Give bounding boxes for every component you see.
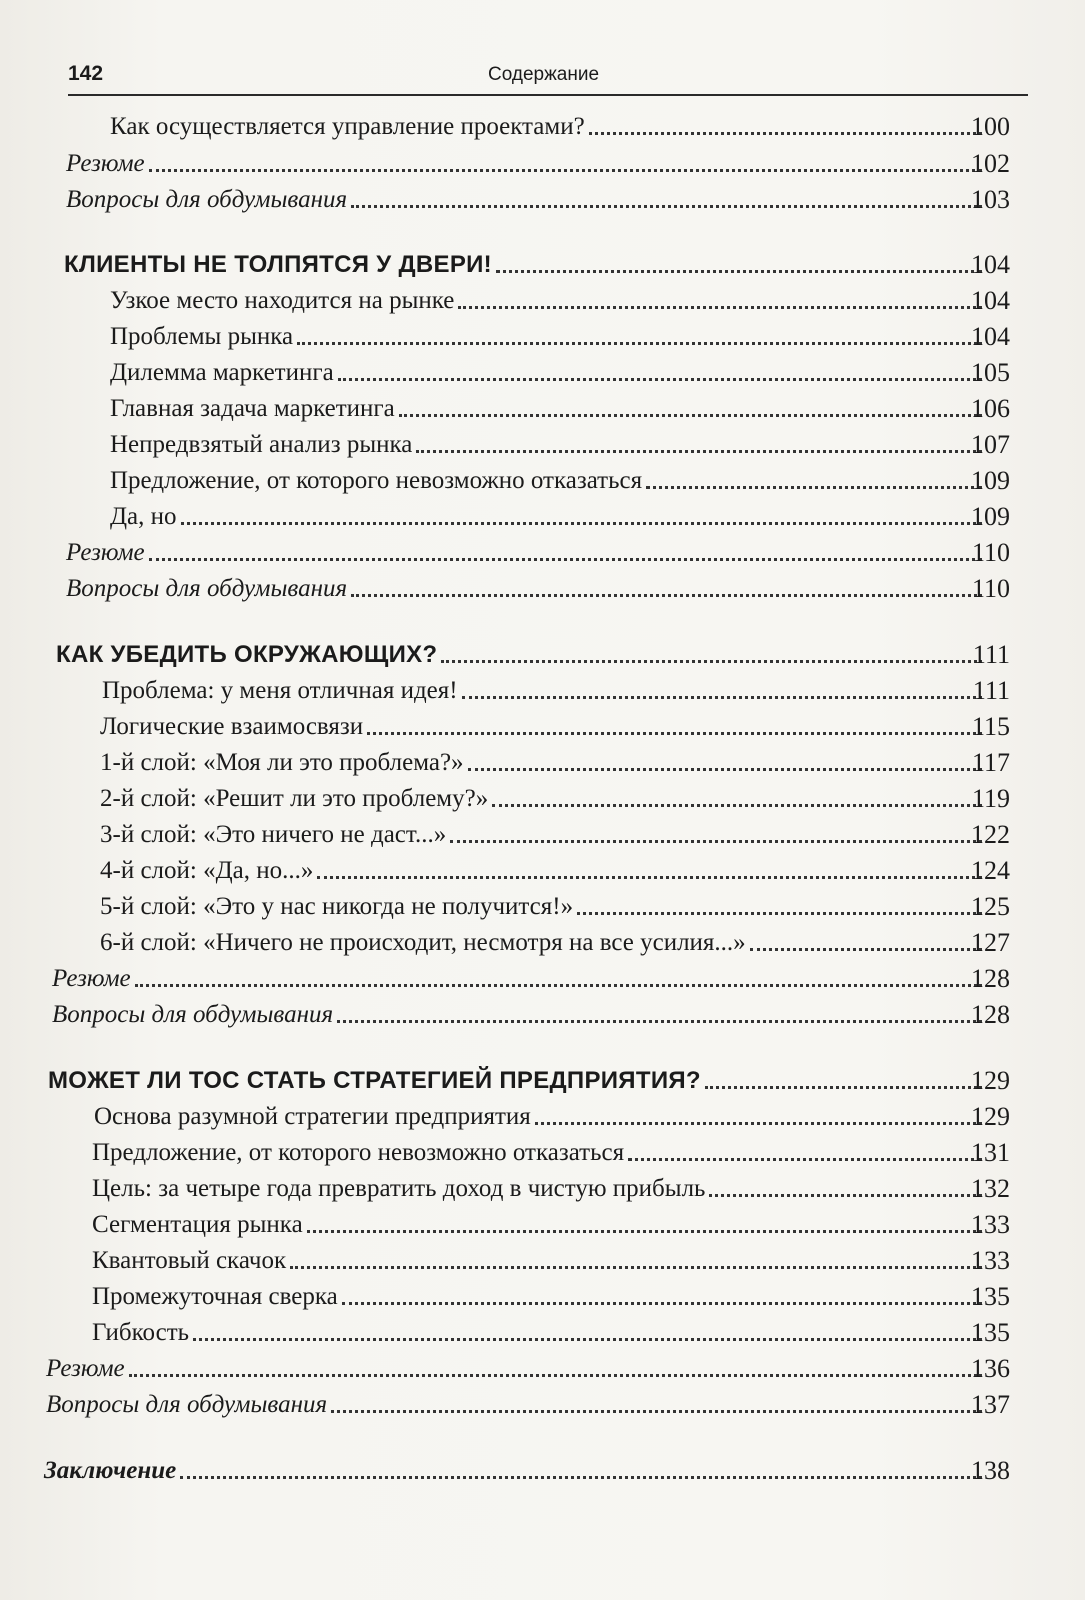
toc-entry-title: Проблемы рынка (110, 323, 294, 350)
toc-entry (92, 1134, 1010, 1168)
toc-entry (110, 462, 1010, 496)
toc-entry-title: Гибкость (92, 1319, 190, 1346)
toc-entry (100, 780, 1010, 814)
toc-entry-title: Да, но (110, 503, 177, 530)
toc-entry-page: 125 (971, 892, 1010, 921)
toc-entry-title: Резюме (66, 539, 145, 566)
toc-entry (92, 1314, 1010, 1348)
toc-entry-title: Резюме (46, 1355, 125, 1382)
toc-entry-page: 128 (971, 964, 1010, 993)
dot-leader (351, 205, 982, 208)
toc-entry-page: 129 (971, 1102, 1010, 1131)
toc-entry-title: КАК УБЕДИТЬ ОКРУЖАЮЩИХ? (56, 641, 438, 668)
dot-leader (399, 414, 982, 417)
toc-entry-title: Основа разумной стратегии предприятия (94, 1103, 531, 1130)
toc-entry-title: Главная задача маркетинга (110, 395, 395, 422)
toc-entry-title: Сегментация рынка (92, 1211, 303, 1238)
toc-entry-page: 127 (971, 928, 1010, 957)
toc-entry (66, 534, 1010, 568)
dot-leader (468, 768, 982, 771)
dot-leader (290, 1266, 982, 1269)
toc-entry (46, 1350, 1010, 1384)
toc-entry-title: Предложение, от которого невозможно отказаться (92, 1139, 625, 1166)
toc-entry-title: 4-й слой: «Да, но...» (100, 857, 314, 884)
dot-leader (342, 1302, 982, 1305)
dot-leader (135, 984, 982, 987)
dot-leader (180, 1476, 982, 1479)
dot-leader (496, 270, 982, 273)
toc-entry (102, 672, 1010, 706)
dot-leader (441, 660, 982, 663)
toc-entry-page: 132 (971, 1174, 1010, 1203)
dot-leader (307, 1230, 982, 1233)
toc-entry-page: 107 (971, 430, 1010, 459)
dot-leader (331, 1410, 982, 1413)
toc-entry-title: Промежуточная сверка (92, 1283, 338, 1310)
toc-entry-page: 138 (971, 1456, 1010, 1485)
dot-leader (462, 696, 982, 699)
toc-entry-page: 131 (971, 1138, 1010, 1167)
toc-entry (100, 744, 1010, 778)
toc-entry-title: Проблема: у меня отличная идея! (102, 677, 458, 704)
dot-leader (181, 522, 982, 525)
toc-entry-title: Цель: за четыре года превратить доход в чистую прибыль (92, 1175, 706, 1202)
toc-entry-title: 5-й слой: «Это у нас никогда не получится!» (100, 893, 574, 920)
dot-leader (458, 306, 982, 309)
toc-entry (110, 108, 1010, 142)
dot-leader (646, 486, 982, 489)
dot-leader (589, 132, 982, 135)
toc-entry (66, 570, 1010, 604)
dot-leader (337, 1020, 982, 1023)
toc-entry-page: 135 (971, 1318, 1010, 1347)
toc-entry-title: Вопросы для обдумывания (46, 1391, 328, 1418)
toc-entry-title: Узкое место находится на рынке (110, 287, 455, 314)
toc-entry-page: 136 (971, 1354, 1010, 1383)
toc-entry-page: 102 (971, 149, 1010, 178)
toc-entry-page: 100 (971, 112, 1010, 141)
dot-leader (492, 804, 982, 807)
toc-entry (66, 145, 1010, 179)
toc-entry-title: КЛИЕНТЫ НЕ ТОЛПЯТСЯ У ДВЕРИ! (64, 251, 492, 278)
dot-leader (450, 840, 982, 843)
dot-leader (416, 450, 982, 453)
toc-entry-page: 122 (971, 820, 1010, 849)
toc-entry-title: 3-й слой: «Это ничего не даст...» (100, 821, 447, 848)
toc-entry-page: 129 (971, 1066, 1010, 1095)
dot-leader (338, 378, 982, 381)
toc-entry-page: 111 (972, 640, 1010, 669)
toc-entry-title: МОЖЕТ ЛИ ТОС СТАТЬ СТРАТЕГИЕЙ ПРЕДПРИЯТИЯ? (48, 1067, 701, 1094)
toc-entry (52, 996, 1010, 1030)
page-number: 142 (68, 62, 104, 85)
toc-entry-title: Заключение (44, 1457, 177, 1484)
toc-entry-page: 119 (971, 784, 1010, 813)
toc-entry-page: 110 (971, 574, 1010, 603)
toc-entry-page: 109 (971, 466, 1010, 495)
toc-entry-title: Вопросы для обдумывания (52, 1001, 334, 1028)
toc-entry-title: Дилемма маркетинга (110, 359, 334, 386)
dot-leader (705, 1086, 982, 1089)
toc-entry-page: 110 (971, 538, 1010, 567)
toc-entry-page: 104 (971, 322, 1010, 351)
toc-entry-page: 137 (971, 1390, 1010, 1419)
dot-leader (750, 948, 982, 951)
toc-entry-title: 1-й слой: «Моя ли это проблема?» (100, 749, 464, 776)
dot-leader (709, 1194, 982, 1197)
toc-entry-page: 111 (972, 676, 1010, 705)
dot-leader (149, 558, 982, 561)
dot-leader (149, 169, 982, 172)
toc-entry-title: Вопросы для обдумывания (66, 575, 348, 602)
running-title: Содержание (488, 64, 600, 85)
toc-entry-title: Квантовый скачок (92, 1247, 287, 1274)
toc-entry (110, 426, 1010, 460)
toc-entry-page: 133 (971, 1210, 1010, 1239)
toc-entry-title: Непредвзятый анализ рынка (110, 431, 413, 458)
toc-entry-page: 115 (971, 712, 1010, 741)
toc-entry (110, 354, 1010, 388)
dot-leader (297, 342, 982, 345)
toc-entry (92, 1242, 1010, 1276)
toc-entry (52, 960, 1010, 994)
toc-entry-page: 133 (971, 1246, 1010, 1275)
dot-leader (351, 594, 982, 597)
toc-entry (100, 852, 1010, 886)
toc-entry-title: Логические взаимосвязи (100, 713, 364, 740)
toc-entry (44, 1452, 1010, 1486)
dot-leader (367, 732, 982, 735)
toc-entry-page: 128 (971, 1000, 1010, 1029)
toc-entry-page: 109 (971, 502, 1010, 531)
toc-entry-title: Предложение, от которого невозможно отказаться (110, 467, 643, 494)
toc-entry-title: Резюме (66, 150, 145, 177)
toc-entry (110, 498, 1010, 532)
toc-entry-page: 117 (971, 748, 1010, 777)
toc-entry (100, 924, 1010, 958)
dot-leader (193, 1338, 982, 1341)
toc-entry (92, 1170, 1010, 1204)
toc-entry (110, 390, 1010, 424)
toc-entry (92, 1206, 1010, 1240)
toc-entry-page: 104 (971, 250, 1010, 279)
toc-entry (110, 282, 1010, 316)
toc-entry-title: 6-й слой: «Ничего не происходит, несмотря на все усилия...» (100, 929, 746, 956)
toc-entry (46, 1386, 1010, 1420)
dot-leader (317, 876, 982, 879)
toc-entry-page: 106 (971, 394, 1010, 423)
toc-entry-page: 124 (971, 856, 1010, 885)
toc-entry (56, 636, 1010, 670)
toc-entry (48, 1062, 1010, 1096)
toc-entry-page: 104 (971, 286, 1010, 315)
toc-entry (100, 816, 1010, 850)
toc-entry-page: 105 (971, 358, 1010, 387)
toc-entry-title: Вопросы для обдумывания (66, 186, 348, 213)
toc-entry-title: 2-й слой: «Решит ли это проблему?» (100, 785, 489, 812)
toc-entry (66, 181, 1010, 215)
toc-entry (94, 1098, 1010, 1132)
toc-entry (100, 888, 1010, 922)
toc-entry (110, 318, 1010, 352)
toc-entry (64, 246, 1010, 280)
toc-entry (92, 1278, 1010, 1312)
dot-leader (577, 912, 982, 915)
toc-entry-page: 103 (971, 185, 1010, 214)
toc-entry (100, 708, 1010, 742)
dot-leader (628, 1158, 982, 1161)
toc-entry-title: Как осуществляется управление проектами? (110, 113, 585, 140)
toc-entry-title: Резюме (52, 965, 131, 992)
dot-leader (129, 1374, 982, 1377)
dot-leader (535, 1122, 982, 1125)
toc-entry-page: 135 (971, 1282, 1010, 1311)
